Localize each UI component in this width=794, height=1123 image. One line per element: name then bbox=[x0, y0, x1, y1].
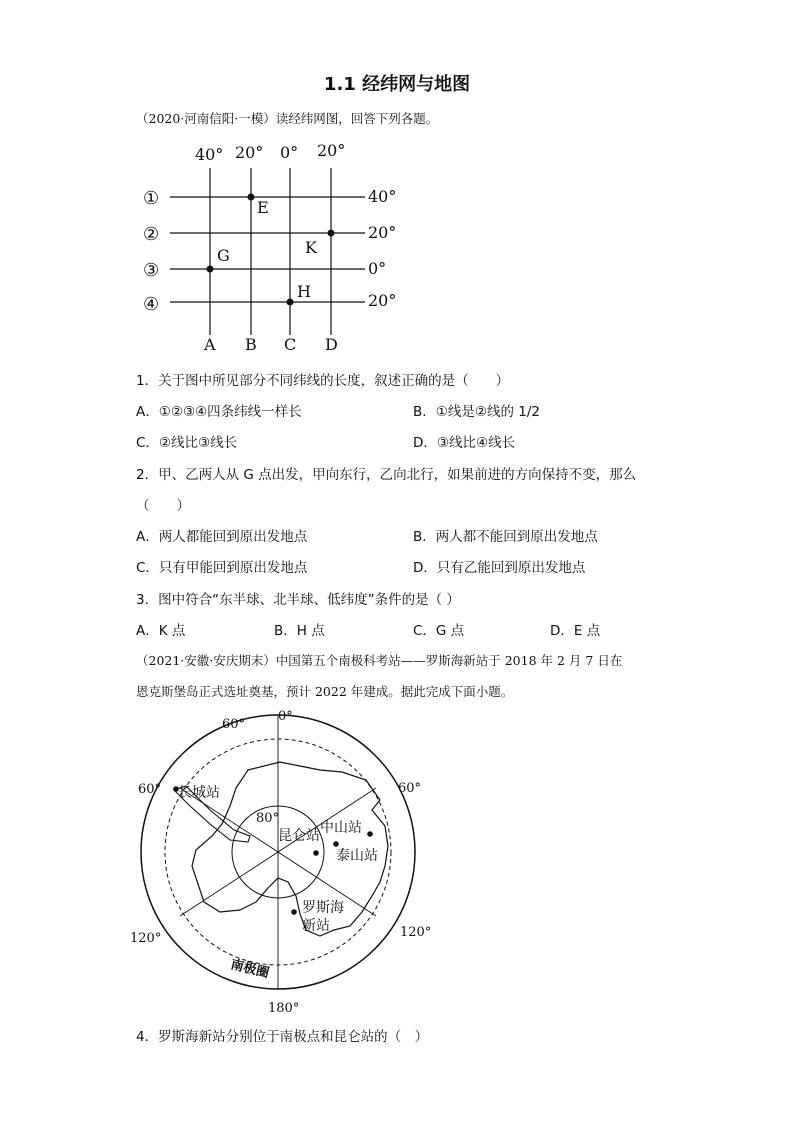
left-label-3: ③ bbox=[143, 260, 160, 281]
zhongshan-dot bbox=[367, 831, 373, 837]
top-label-0: 0° bbox=[280, 143, 299, 162]
intro-source-2-line1: （2021·安徽·安庆期末）中国第五个南极科考站——罗斯海新站于 2018 年 2 月 7 日在 bbox=[136, 653, 623, 668]
antarctica-map-figure bbox=[130, 706, 450, 1016]
q3-option-a[interactable]: A．K 点 bbox=[136, 623, 186, 639]
q1-option-d[interactable]: D．③线比④线长 bbox=[413, 435, 516, 451]
q1-option-a[interactable]: A．①②③④四条纬线一样长 bbox=[136, 404, 302, 420]
top-label-20w: 20° bbox=[235, 143, 264, 162]
left-label-4: ④ bbox=[143, 294, 160, 315]
label-80: 80° bbox=[256, 811, 280, 826]
label-zhongshan: 中山站 bbox=[320, 820, 362, 836]
label-top-60: 60° bbox=[222, 717, 246, 732]
label-luosihai-2: 新站 bbox=[302, 918, 330, 934]
q1-option-c[interactable]: C．②线比③线长 bbox=[136, 435, 238, 451]
q4-stem: 4．罗斯海新站分别位于南极点和昆仑站的（ ） bbox=[136, 1029, 429, 1045]
left-label-1: ① bbox=[143, 188, 160, 209]
q2-option-a[interactable]: A．两人都能回到原出发地点 bbox=[136, 529, 308, 545]
q1-stem: 1．关于图中所见部分不同纬线的长度，叙述正确的是（ ） bbox=[136, 373, 510, 389]
bottom-label-d: D bbox=[325, 335, 338, 354]
point-label-k: K bbox=[305, 238, 317, 257]
label-luosihai-1: 罗斯海 bbox=[302, 900, 344, 916]
q2-option-d[interactable]: D．只有乙能回到原出发地点 bbox=[413, 560, 586, 576]
taishan-dot bbox=[333, 841, 339, 847]
top-label-20e: 20° bbox=[317, 141, 346, 160]
point-label-e: E bbox=[257, 198, 269, 217]
left-label-2: ② bbox=[143, 224, 160, 245]
latlong-grid-figure bbox=[135, 140, 435, 355]
q3-option-c[interactable]: C．G 点 bbox=[413, 623, 465, 639]
label-antarctic-circle: 南极圈 bbox=[229, 957, 271, 982]
bottom-label-b: B bbox=[245, 335, 257, 354]
point-label-h: H bbox=[297, 282, 311, 301]
q2-option-c[interactable]: C．只有甲能回到原出发地点 bbox=[136, 560, 308, 576]
label-changcheng: 长城站 bbox=[178, 785, 220, 801]
point-h bbox=[287, 299, 294, 306]
label-180: 180° bbox=[268, 1001, 300, 1016]
q2-stem: 2．甲、乙两人从 G 点出发，甲向东行，乙向北行，如果前进的方向保持不变，那么 bbox=[136, 467, 637, 483]
label-kunlun: 昆仑站 bbox=[278, 828, 320, 844]
q3-option-d[interactable]: D．E 点 bbox=[550, 623, 601, 639]
point-e bbox=[248, 194, 255, 201]
label-right-60: 60° bbox=[398, 781, 422, 796]
bottom-label-a: A bbox=[204, 335, 216, 354]
right-label-0: 0° bbox=[368, 259, 387, 278]
q2-stem-blank: （ ） bbox=[136, 498, 190, 514]
kunlun-dot bbox=[313, 850, 319, 856]
luosihai-dot bbox=[291, 909, 297, 915]
right-label-20s: 20° bbox=[368, 291, 397, 310]
q3-stem: 3．图中符合“东半球、北半球、低纬度”条件的是（ ） bbox=[136, 592, 460, 608]
top-label-40: 40° bbox=[195, 145, 224, 164]
point-g bbox=[207, 266, 214, 273]
right-label-20n: 20° bbox=[368, 223, 397, 242]
point-k bbox=[328, 230, 335, 237]
intro-source-1: （2020·河南信阳·一模）读经纬网图，回答下列各题。 bbox=[136, 111, 439, 126]
q1-option-b[interactable]: B．①线是②线的 1/2 bbox=[413, 404, 540, 420]
page-title: 1.1 经纬网与地图 bbox=[323, 74, 471, 95]
label-0: 0° bbox=[278, 709, 293, 724]
label-left-60: 60° bbox=[138, 782, 162, 797]
label-left-120: 120° bbox=[130, 931, 162, 946]
q2-option-b[interactable]: B．两人都不能回到原出发地点 bbox=[413, 529, 598, 545]
point-label-g: G bbox=[217, 246, 230, 265]
intro-source-2-line2: 恩克斯堡岛正式选址奠基，预计 2022 年建成。据此完成下面小题。 bbox=[136, 684, 514, 699]
right-label-40: 40° bbox=[368, 187, 397, 206]
q3-option-b[interactable]: B．H 点 bbox=[274, 623, 325, 639]
label-taishan: 泰山站 bbox=[336, 848, 378, 864]
bottom-label-c: C bbox=[284, 335, 297, 354]
label-right-120: 120° bbox=[400, 925, 432, 940]
